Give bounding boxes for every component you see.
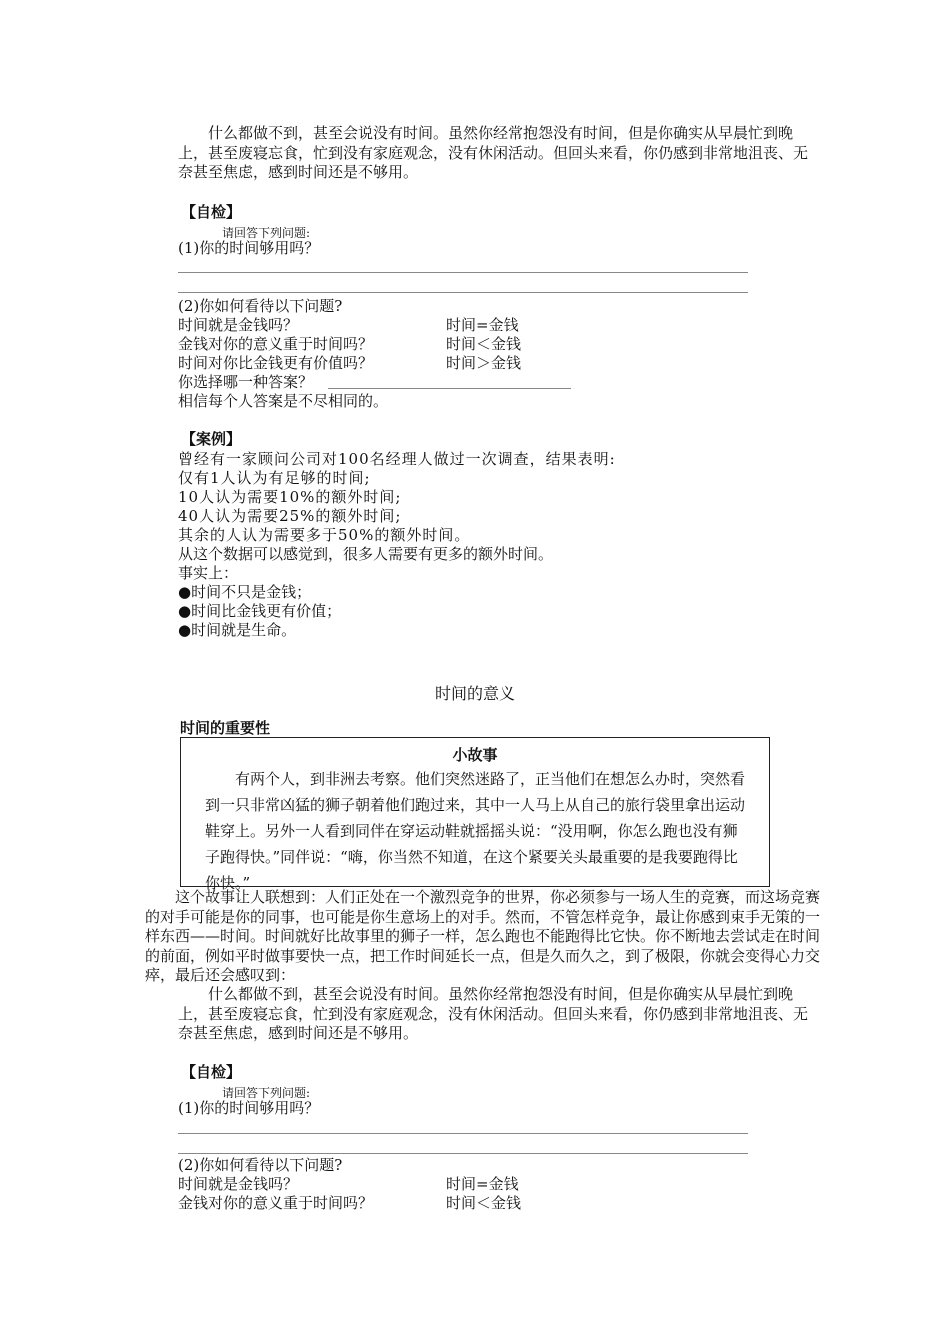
fact-bullet: ●时间不只是金钱； (178, 583, 312, 601)
case-heading: 【案例】 (181, 430, 242, 448)
question-2: (2)你如何看待以下问题? (178, 297, 343, 315)
choose-answer-blank (328, 388, 571, 389)
case-line: 仅有1人认为有足够的时间; (178, 469, 371, 487)
story-text: 有两个人，到非洲去考察。他们突然迷路了，正当他们在想怎么办时，突然看到一只非常凶猛的狮子朝着他们跑过来，其中一人马上从自己的旅行袋里拿出运动鞋穿上。另外一人看到同伴在穿运动鞋就摇摇头说：“没用啊，你怎么跑也没有狮子跑得快。”同伴说：“嗨，你当然不知道，在这个紧要关头最重要的是我要跑得比你快。” (205, 770, 746, 892)
question-row-left: 金钱对你的意义重于时间吗？ (178, 1194, 374, 1212)
selfcheck-heading: 【自检】 (181, 203, 242, 221)
story-title: 小故事 (452, 746, 498, 764)
question-row-right: 时间＞金钱 (446, 354, 522, 372)
case-conclusion: 从这个数据可以感觉到，很多人需要有更多的额外时间。 (178, 545, 554, 563)
question-row-left: 金钱对你的意义重于时间吗？ (178, 335, 374, 353)
question-row-right: 时间＜金钱 (446, 1194, 522, 1212)
believe-text: 相信每个人答案是不尽相同的。 (178, 392, 389, 410)
selfcheck-heading: 【自检】 (181, 1063, 242, 1081)
question-row-left: 时间就是金钱吗？ (178, 1175, 299, 1193)
selfcheck-prompt: 请回答下列问题: (222, 226, 311, 240)
story-box (180, 737, 770, 892)
answer-line (178, 1153, 748, 1154)
question-2: (2)你如何看待以下问题? (178, 1156, 343, 1174)
answer-line (178, 1133, 748, 1134)
answer-line (178, 272, 748, 273)
case-line: 10人认为需要10%的额外时间; (178, 488, 402, 506)
question-row-left: 时间就是金钱吗？ (178, 316, 299, 334)
choose-answer-label: 你选择哪一种答案？ (178, 373, 314, 391)
subheading: 时间的重要性 (180, 719, 271, 737)
case-line: 曾经有一家顾问公司对100名经理人做过一次调查，结果表明: (178, 450, 616, 468)
question-row-right: 时间=金钱 (446, 316, 519, 334)
section-title: 时间的意义 (434, 684, 515, 703)
case-line: 其余的人认为需要多于50%的额外时间。 (178, 526, 471, 544)
closing-paragraph: 什么都做不到，甚至会说没有时间。虽然你经常抱怨没有时间，但是你确实从早晨忙到晚上，甚至废寝忘食，忙到没有家庭观念，没有休闲活动。但回头来看，你仍感到非常地沮丧、无奈甚至焦虑，感到时间还是不够用。 (178, 985, 809, 1042)
question-row-right: 时间=金钱 (446, 1175, 519, 1193)
question-row-left: 时间对你比金钱更有价值吗？ (178, 354, 374, 372)
question-1: (1)你的时间够用吗？ (178, 239, 320, 257)
fact-heading: 事实上： (178, 564, 239, 582)
fact-bullet: ●时间就是生命。 (178, 621, 297, 639)
question-1: (1)你的时间够用吗？ (178, 1099, 320, 1117)
answer-line (178, 292, 748, 293)
selfcheck-prompt: 请回答下列问题: (222, 1086, 311, 1100)
intro-paragraph: 什么都做不到，甚至会说没有时间。虽然你经常抱怨没有时间，但是你确实从早晨忙到晚上，甚至废寝忘食，忙到没有家庭观念，没有休闲活动。但回头来看，你仍感到非常地沮丧、无奈甚至焦虑，感到时间还是不够用。 (178, 124, 809, 181)
question-row-right: 时间＜金钱 (446, 335, 522, 353)
story-reflection-paragraph: 这个故事让人联想到：人们正处在一个激烈竞争的世界，你必须参与一场人生的竞赛，而这场竞赛的对手可能是你的同事，也可能是你生意场上的对手。然而，不管怎样竞争，最让你感到束手无策的一样东西——时间。时间就好比故事里的狮子一样，怎么跑也不能跑得比它快。你不断地去尝试走在时间的前面，例如平时做事要快一点，把工作时间延长一点，但是久而久之，到了极限，你就会变得心力交瘁，最后还会感叹到： (145, 888, 821, 984)
fact-bullet: ●时间比金钱更有价值； (178, 602, 342, 620)
case-line: 40人认为需要25%的额外时间; (178, 507, 402, 525)
